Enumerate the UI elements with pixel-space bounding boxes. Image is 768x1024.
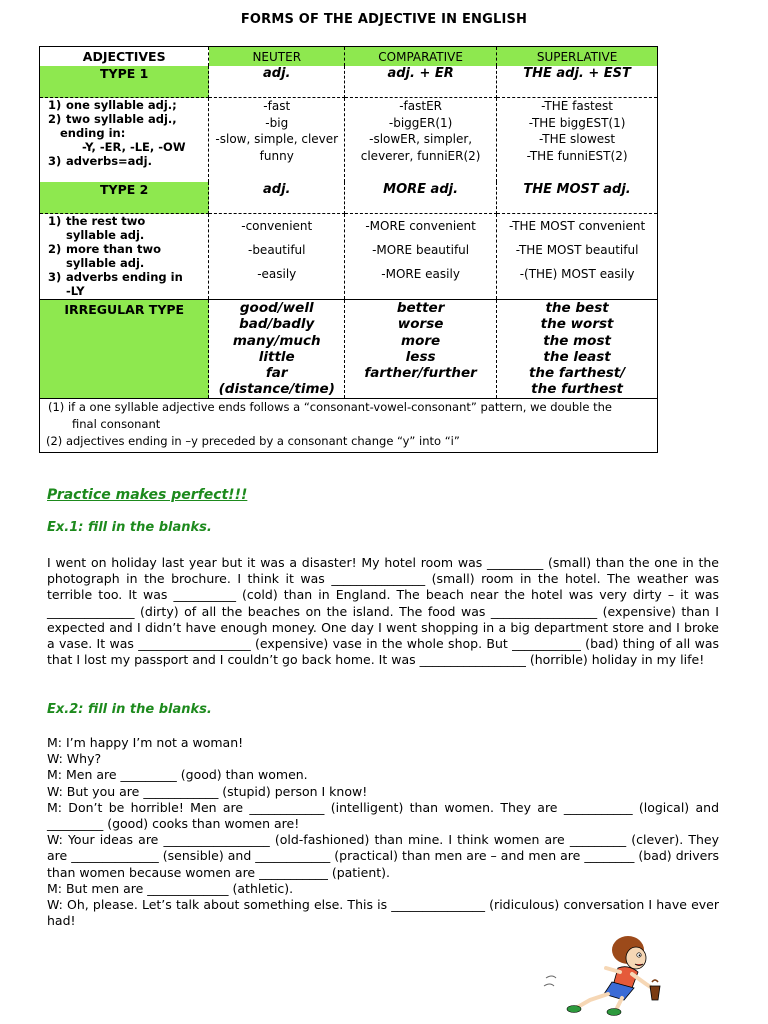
dialogue-line: M: I’m happy I’m not a woman! xyxy=(47,735,244,750)
rule-item: 1) the rest two xyxy=(48,214,146,228)
type1-label-row xyxy=(40,66,658,98)
footnote-2: (2) adjectives ending in –y preceded by a consonant change “y” into “i” xyxy=(46,434,460,448)
ex2-heading: Ex.2: fill in the blanks. xyxy=(47,702,212,717)
type2-label: TYPE 2 xyxy=(40,182,209,214)
type2-label-row xyxy=(40,182,658,214)
type2-superlative-examples: -THE MOST convenient -THE MOST beautiful -(THE) MOST easily xyxy=(497,214,658,300)
ex2-dialogue xyxy=(47,735,719,929)
type2-superlative-form: THE MOST adj. xyxy=(497,182,658,214)
header-neuter: NEUTER xyxy=(209,47,345,67)
irregular-neuter: good/well bad/badly many/much little far (distance/time) xyxy=(209,300,345,399)
header-adjectives: ADJECTIVES xyxy=(40,47,209,67)
type1-label: TYPE 1 xyxy=(40,66,209,98)
irregular-comparative: better worse more less farther/further xyxy=(345,300,497,399)
footnotes xyxy=(40,399,658,453)
type1-comparative-examples: -fastER -biggER(1) -slowER, simpler, cleverer, funniER(2) xyxy=(345,98,497,183)
type1-superlative-form: THE adj. + EST xyxy=(497,66,658,98)
dialogue-line: M: Don’t be horrible! Men are ____________ (intelligent) than women. They are ___________ (logical) and _________ (good) cooks than women are! xyxy=(47,799,719,832)
ex1-heading: Ex.1: fill in the blanks. xyxy=(47,520,212,535)
irregular-superlative: the best the worst the most the least the farthest/ the furthest xyxy=(497,300,658,399)
type1-comparative-form: adj. + ER xyxy=(345,66,497,98)
type2-neuter-examples: -convenient -beautiful -easily xyxy=(209,214,345,300)
dialogue-line: M: Men are _________ (good) than women. xyxy=(47,767,308,783)
rule-item: 3) adverbs ending in xyxy=(48,270,183,284)
type2-neuter-form: adj. xyxy=(209,182,345,214)
rule-item-cont: syllable adj. xyxy=(66,228,145,242)
rule-item-cont: -LY xyxy=(66,284,85,298)
type2-comparative-form: MORE adj. xyxy=(345,182,497,214)
header-comparative: COMPARATIVE xyxy=(345,47,497,67)
page-title: FORMS OF THE ADJECTIVE IN ENGLISH xyxy=(240,12,528,27)
dialogue-line: W: Oh, please. Let’s talk about something else. This is _______________ (ridiculous) conversation I have ever had! xyxy=(47,897,719,929)
dialogue-line: M: But men are _____________ (athletic). xyxy=(47,880,294,896)
type2-examples-row xyxy=(40,214,658,300)
type1-neuter-examples: -fast -big -slow, simple, clever funny xyxy=(209,98,345,183)
type2-rules xyxy=(40,214,209,300)
dialogue-line: W: Why? xyxy=(47,751,102,767)
table-header-row xyxy=(40,47,658,67)
type2-comparative-examples: -MORE convenient -MORE beautiful -MORE easily xyxy=(345,214,497,300)
type1-examples-row xyxy=(40,98,658,183)
rule-item: 2) more than two xyxy=(48,242,162,256)
footnote-1: (1) if a one syllable adjective ends follows a “consonant-vowel-consonant” pattern, we double the xyxy=(48,400,612,414)
type1-rules: 1) one syllable adj.; 2) two syllable adj., ending in: -Y, -ER, -LE, -OW 3) adverbs=adj. xyxy=(40,98,209,183)
ex1-text: I went on holiday last year but it was a disaster! My hotel room was _________ (small) than the one in the photograph in the brochure. I think it was _______________ (small) room in the hotel. The weather was terrible too. It was __________ (cold) than in England. The beach near the hotel was very dirty – it was ______________ (dirty) of all the beaches on the island. The food was _________________ (expensive) than I expected and I didn’t have enough money. One day I went shopping in a big department store and I broke a vase. It was __________________ (expensive) vase in the whole shop. But ___________ (bad) thing of all was that I lost my passport and I couldn’t go back home. It was _________________ (horrible) holiday in my life! xyxy=(47,555,719,668)
irregular-row xyxy=(40,300,658,399)
type1-superlative-examples: -THE fastest -THE biggEST(1) -THE slowest -THE funniEST(2) xyxy=(497,98,658,183)
rule-item-cont: syllable adj. xyxy=(66,256,145,270)
notes-row xyxy=(40,399,658,453)
type1-neuter-form: adj. xyxy=(209,66,345,98)
practice-heading: Practice makes perfect!!! xyxy=(47,487,248,503)
dialogue-line: W: Your ideas are _________________ (old-fashioned) than mine. I think women are _________ (clever). They are ______________ (sensible) and ____________ (practical) than men are – and men are ________ (bad) drivers than women because women are ___________ (patient). xyxy=(47,832,719,880)
dialogue-line: W: But you are ____________ (stupid) person I know! xyxy=(47,783,368,799)
footnote-1-cont: final consonant xyxy=(72,417,161,431)
irregular-label: IRREGULAR TYPE xyxy=(40,300,209,399)
adjective-forms-table xyxy=(39,46,658,453)
running-woman-illustration xyxy=(540,928,670,1018)
header-superlative: SUPERLATIVE xyxy=(497,47,658,67)
